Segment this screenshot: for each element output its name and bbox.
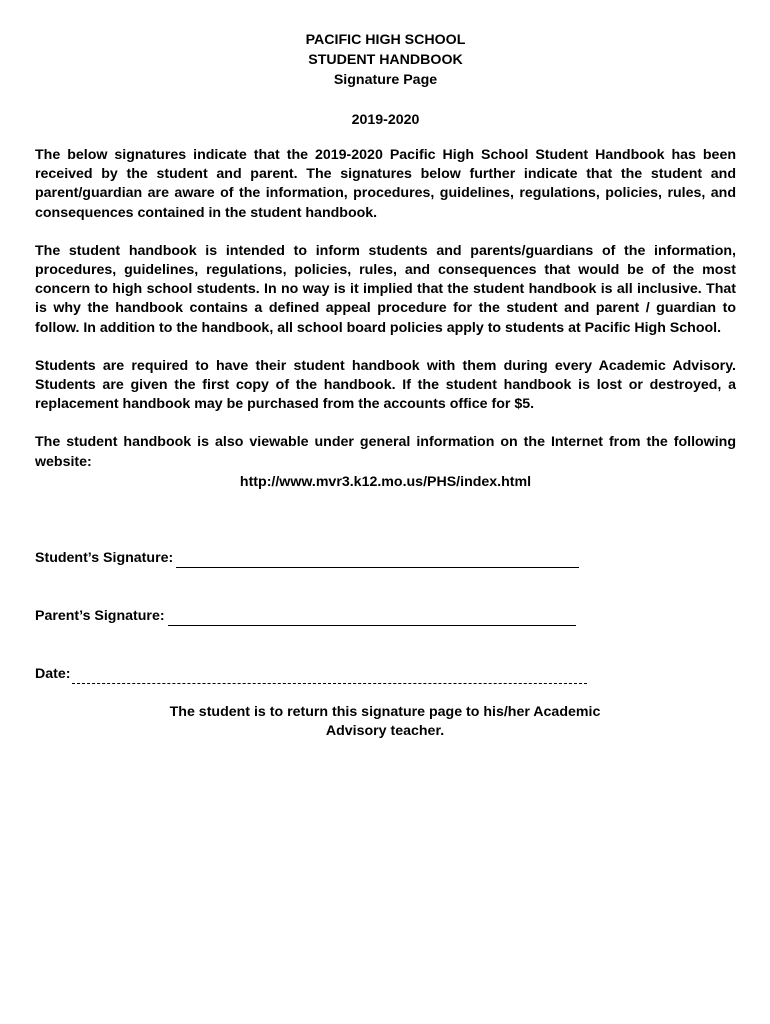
paragraph-receipt: The below signatures indicate that the 2019-2020 Pacific High School Student Handbook has been received by the student and parent. The signatures below further indicate that the student and parent/guardian are aware of the information, procedures, guidelines, regulations, policies, rules, and consequences contained in the student handbook. xyxy=(35,147,736,221)
date-label: Date: xyxy=(35,666,71,682)
student-signature-label: Student’s Signature: xyxy=(35,550,174,566)
school-name: PACIFIC HIGH SCHOOL xyxy=(305,32,466,48)
paragraph-requirement: Students are required to have their student handbook with them during every Academic Advisory. Students are given the first copy of the handbook. If the student handbook is lost or destroyed, a replacement handbook may be purchased from the accounts office for $5. xyxy=(35,357,736,413)
handbook-title: STUDENT HANDBOOK xyxy=(308,52,463,68)
parent-signature-line[interactable] xyxy=(168,609,576,626)
parent-signature-label: Parent’s Signature: xyxy=(35,608,165,624)
paragraph-purpose: The student handbook is intended to inform students and parents/guardians of the information, procedures, guidelines, regulations, policies, rules, and consequences that would be of the most concern to high school students. In no way is it implied that the student handbook is all inclusive. That is why the handbook contains a defined appeal procedure for the student and parent / guardian to follow. In addition to the handbook, all school board policies apply to students at Pacific High School. xyxy=(35,242,736,336)
parent-signature-row xyxy=(35,604,735,626)
return-instruction-line-1: The student is to return this signature page to his/her Academic xyxy=(169,704,601,720)
return-instruction-line-2: Advisory teacher. xyxy=(325,723,445,739)
document-body xyxy=(35,146,736,492)
date-line[interactable] xyxy=(72,667,587,684)
document-header xyxy=(35,30,736,130)
school-year: 2019-2020 xyxy=(351,112,420,128)
student-signature-row xyxy=(35,546,735,568)
page-subtitle: Signature Page xyxy=(333,72,438,88)
return-instruction xyxy=(35,703,735,741)
date-row xyxy=(35,662,735,684)
paragraph-website: The student handbook is also viewable under general information on the Internet from the following website: xyxy=(35,434,736,470)
student-signature-line[interactable] xyxy=(176,551,579,568)
website-url: http://www.mvr3.k12.mo.us/PHS/index.html xyxy=(239,473,532,490)
